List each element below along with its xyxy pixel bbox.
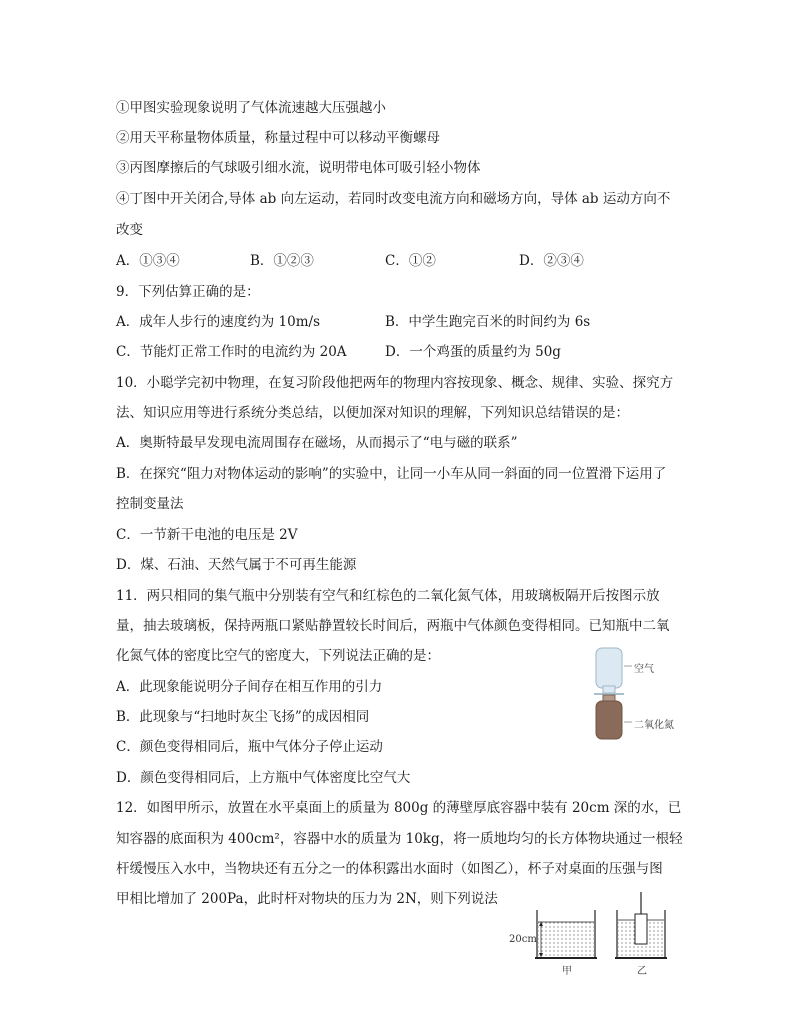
q11-option-c: C．颜色变得相同后，瓶中气体分子停止运动 <box>116 739 383 755</box>
q10-option-b: B．在探究“阻力对物体运动的影响”的实验中，让同一小车从同一斜面的同一位置滑下运用了 <box>116 466 667 482</box>
air-label: 空气 <box>634 664 654 675</box>
q10-option-b-cont: 控制变量法 <box>116 496 184 512</box>
q10-stem-line-1: 10．小聪学完初中物理，在复习阶段他把两年的物理内容按现象、概念、规律、实验、探究方 <box>116 375 674 391</box>
no2-label: 二氧化氮 <box>634 720 674 731</box>
q10-stem-line-2: 法、知识应用等进行系统分类总结，以便加深对知识的理解，下列知识总结错误的是： <box>116 405 629 421</box>
q8-statement-4-cont: 改变 <box>116 222 143 238</box>
q8-option-c: C．①② <box>385 253 436 269</box>
q11-option-b: B．此现象与“扫地时灰尘飞扬”的成因相同 <box>116 709 370 725</box>
figure-a-label: 甲 <box>562 966 572 977</box>
figure-b-label: 乙 <box>637 966 647 977</box>
q11-stem-line-2: 量，抽去玻璃板，保持两瓶口紧贴静置较长时间后，两瓶中气体颜色变得相同。已知瓶中二氧 <box>116 618 670 634</box>
q12-stem-line-1: 12．如图甲所示，放置在水平桌面上的质量为 800g 的薄壁厚底容器中装有 20cm 深的水，已 <box>116 800 682 816</box>
q11-stem-line-3: 化氮气体的密度比空气的密度大，下列说法正确的是： <box>116 648 440 664</box>
q10-option-a: A．奥斯特最早发现电流周围存在磁场，从而揭示了“电与磁的联系” <box>116 435 518 451</box>
depth-label: 20cm <box>509 934 537 945</box>
q12-stem-line-4: 甲相比增加了 200Pa，此时杆对物块的压力为 2N，则下列说法 <box>116 891 498 907</box>
q8-statement-4: ④丁图中开关闭合,导体 ab 向左运动，若同时改变电流方向和磁场方向，导体 ab 运动方向不 <box>116 191 671 207</box>
q8-option-d: D．②③④ <box>519 253 584 269</box>
q9-option-d: D．一个鸡蛋的质量约为 50g <box>385 344 561 360</box>
q9-stem: 9．下列估算正确的是： <box>116 284 260 300</box>
q12-stem-line-3: 杆缓慢压入水中，当物块还有五分之一的体积露出水面时（如图乙），杯子对桌面的压强与图 <box>116 861 663 877</box>
q8-statement-1: ①甲图实验现象说明了气体流速越大压强越小 <box>116 100 386 116</box>
q8-option-b: B．①②③ <box>250 253 314 269</box>
q8-statement-2: ②用天平称量物体质量，称量过程中可以移动平衡螺母 <box>116 130 440 146</box>
q9-option-b: B．中学生跑完百米的时间约为 6s <box>385 314 591 330</box>
q12-stem-line-2: 知容器的底面积为 400cm²，容器中水的质量为 10kg，将一质地均匀的长方体物块通过一根轻 <box>116 831 683 847</box>
q8-statement-3: ③丙图摩擦后的气球吸引细水流，说明带电体可吸引轻小物体 <box>116 160 481 176</box>
q11-stem-line-1: 11．两只相同的集气瓶中分别装有空气和红棕色的二氧化氮气体，用玻璃板隔开后按图示放 <box>116 588 660 604</box>
q8-option-a: A．①③④ <box>116 253 180 269</box>
q11-option-d: D．颜色变得相同后，上方瓶中气体密度比空气大 <box>116 770 411 786</box>
q11-option-a: A．此现象能说明分子间存在相互作用的引力 <box>116 679 383 695</box>
q9-option-a: A．成年人步行的速度约为 10m/s <box>116 314 320 330</box>
q9-option-c: C．节能灯正常工作时的电流约为 20A <box>116 344 347 360</box>
q10-option-c: C．一节新干电池的电压是 2V <box>116 527 298 543</box>
q10-option-d: D．煤、石油、天然气属于不可再生能源 <box>116 557 357 573</box>
